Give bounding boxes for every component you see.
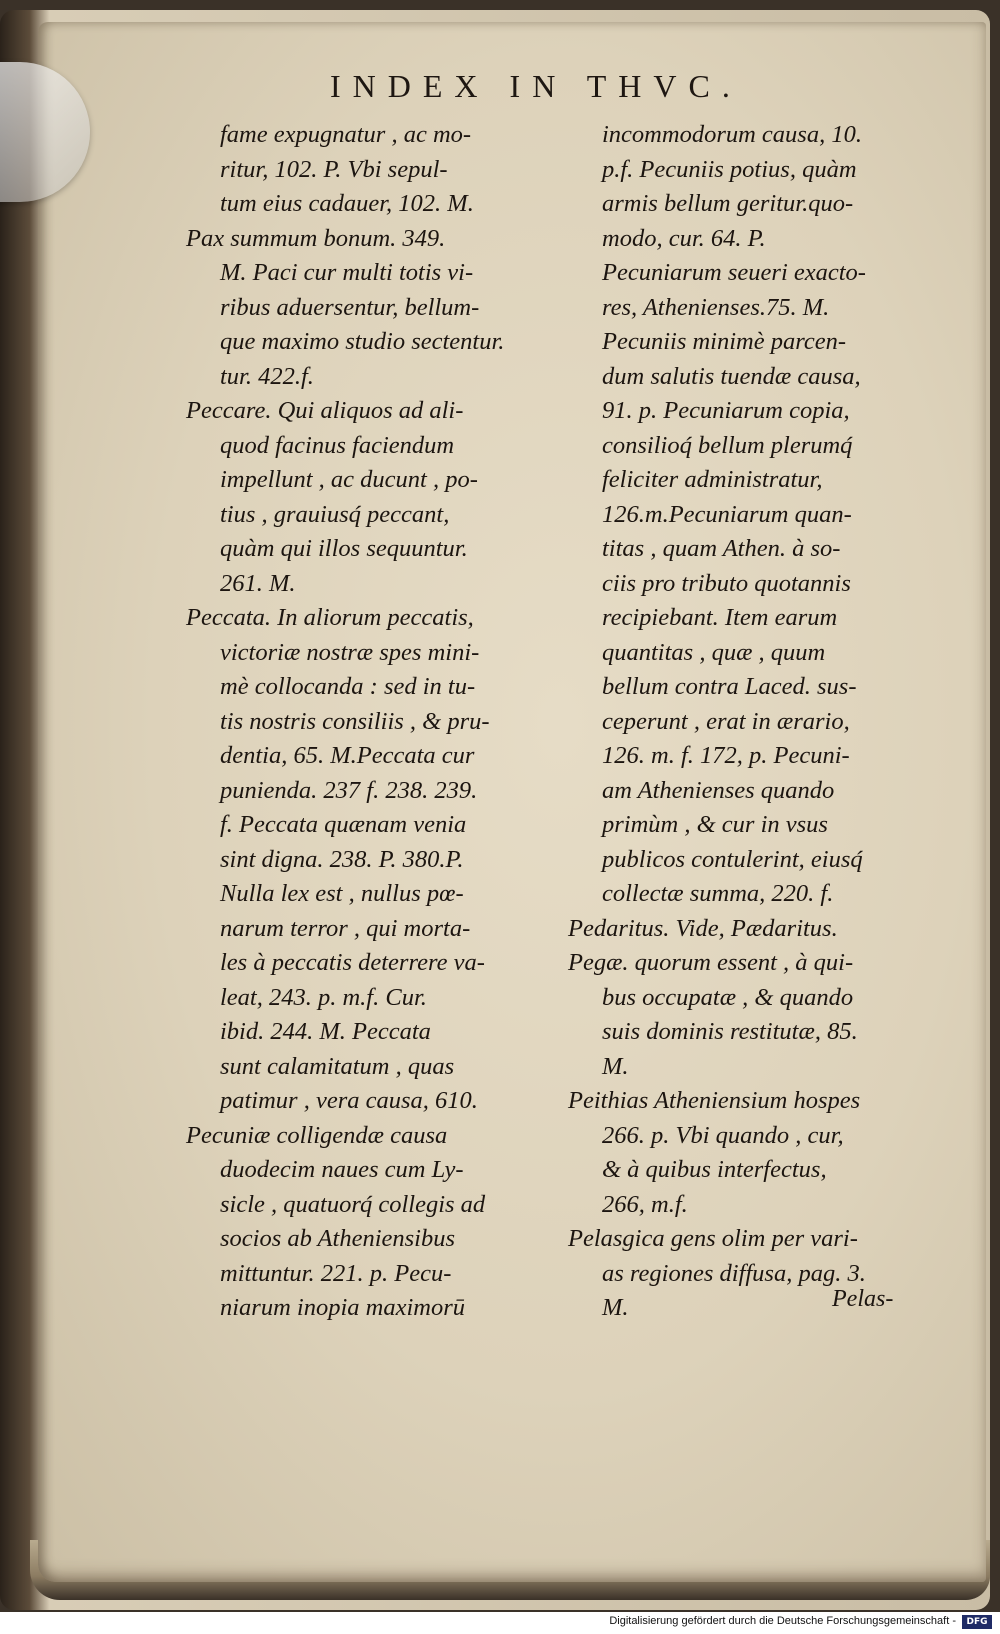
index-line: sint digna. 238. P. 380.P. [220, 845, 464, 873]
index-line: Peithias Atheniensium hospes [568, 1087, 861, 1114]
index-line: impellunt , ac ducunt , po- [220, 466, 478, 493]
index-line: 126. m. f. 172, p. Pecuni- [602, 742, 850, 769]
dfg-logo-icon: DFG [962, 1615, 992, 1629]
index-line: niarum inopia maximorū [220, 1294, 465, 1321]
index-line: dentia, 65. M.Peccata cur [220, 742, 475, 769]
index-line: tum eius cadauer, 102. M. [220, 190, 474, 217]
index-line: Pedaritus. Vide, Pædaritus. [568, 914, 838, 942]
index-line: armis bellum geritur.quo- [602, 190, 854, 217]
index-line: 126.m.Pecuniarum quan- [602, 500, 852, 528]
index-line: quantitas , quæ , quum [602, 638, 826, 666]
index-line: 266, m.f. [602, 1190, 688, 1218]
index-line: les à peccatis deterrere va- [220, 949, 485, 976]
index-line: bellum contra Laced. sus- [602, 673, 857, 700]
index-line: tur. 422.f. [220, 362, 314, 390]
index-line: duodecim naues cum Ly- [220, 1156, 464, 1183]
index-line: Pegæ. quorum essent , à qui- [568, 949, 854, 976]
index-line: M. [602, 1294, 629, 1321]
index-line: Pelasgica gens olim per vari- [568, 1225, 858, 1252]
funding-notice: Digitalisierung gefördert durch die Deutsche Forschungsgemeinschaft - [609, 1615, 956, 1627]
index-line: bus occupatæ , & quando [602, 983, 854, 1011]
index-line: res, Athenienses.75. M. [602, 293, 830, 321]
index-line: quod facinus faciendum [220, 431, 455, 459]
index-line: suis dominis restitutæ, 85. [602, 1018, 858, 1045]
index-line: tius , grauiusq́ peccant, [220, 500, 450, 528]
index-line: Nulla lex est , nullus pœ- [220, 880, 464, 907]
index-line: socios ab Atheniensibus [220, 1225, 456, 1252]
index-line: ceperunt , erat in ærario, [602, 707, 850, 735]
index-line: am Athenienses quando [602, 776, 835, 804]
index-line: que maximo studio sectentur. [220, 328, 505, 355]
index-line: sicle , quatuorq́ collegis ad [220, 1190, 486, 1218]
index-line: Pecuniarum seueri exacto- [602, 259, 866, 286]
index-line: 266. p. Vbi quando , cur, [602, 1121, 844, 1149]
index-line: modo, cur. 64. P. [602, 224, 766, 252]
index-line: ciis pro tributo quotannis [602, 569, 851, 597]
index-line: & à quibus interfectus, [602, 1156, 827, 1183]
index-line: incommodorum causa, 10. [602, 121, 862, 148]
index-line: 261. M. [220, 569, 296, 597]
index-line: sunt calamitatum , quas [220, 1052, 455, 1080]
index-line: collectæ summa, 220. f. [602, 880, 834, 907]
index-line: as regiones diffusa, pag. 3. [602, 1259, 866, 1287]
index-line: recipiebant. Item earum [602, 604, 838, 631]
index-column-left [186, 118, 556, 1326]
index-line: Pax summum bonum. 349. [186, 224, 446, 252]
running-header: INDEX IN THVC. [330, 68, 742, 104]
index-line: leat, 243. p. m.f. Cur. [220, 983, 427, 1011]
index-line: Pecuniæ colligendæ causa [186, 1121, 448, 1149]
index-line: punienda. 237 f. 238. 239. [220, 776, 478, 804]
index-line: 91. p. Pecuniarum copia, [602, 397, 850, 424]
index-line: patimur , vera causa, 610. [220, 1087, 478, 1114]
index-line: titas , quam Athen. à so- [602, 535, 841, 562]
index-line: feliciter administratur, [602, 466, 823, 493]
index-line: Pecuniis minimè parcen- [602, 328, 847, 355]
digitization-footer [0, 1612, 1000, 1634]
index-line: dum salutis tuendæ causa, [602, 362, 861, 390]
index-line: fame expugnatur , ac mo- [220, 121, 472, 148]
index-column-right [568, 118, 948, 1326]
index-line: f. Peccata quænam venia [220, 811, 467, 838]
index-line: Peccata. In aliorum peccatis, [186, 604, 474, 631]
index-line: narum terror , qui morta- [220, 914, 471, 942]
index-line: mè collocanda : sed in tu- [220, 673, 476, 700]
index-line: Peccare. Qui aliquos ad ali- [186, 397, 464, 424]
index-line: tis nostris consiliis , & pru- [220, 707, 490, 735]
index-line: quàm qui illos sequuntur. [220, 535, 468, 562]
index-line: M. [602, 1052, 629, 1080]
catchword: Pelas- [832, 1286, 894, 1312]
index-line: ritur, 102. P. Vbi sepul- [220, 155, 448, 183]
index-line: victoriæ nostræ spes mini- [220, 638, 480, 666]
index-line: ribus aduersentur, bellum- [220, 293, 480, 321]
index-line: primùm , & cur in vsus [602, 811, 828, 838]
index-line: p.f. Pecuniis potius, quàm [602, 155, 857, 183]
index-line: M. Paci cur multi totis vi- [220, 259, 474, 286]
index-line: publicos contulerint, eiusq́ [602, 845, 863, 873]
index-line: consilioq́ bellum plerumq́ [602, 431, 853, 459]
index-line: ibid. 244. M. Peccata [220, 1018, 431, 1045]
index-line: mittuntur. 221. p. Pecu- [220, 1259, 452, 1287]
